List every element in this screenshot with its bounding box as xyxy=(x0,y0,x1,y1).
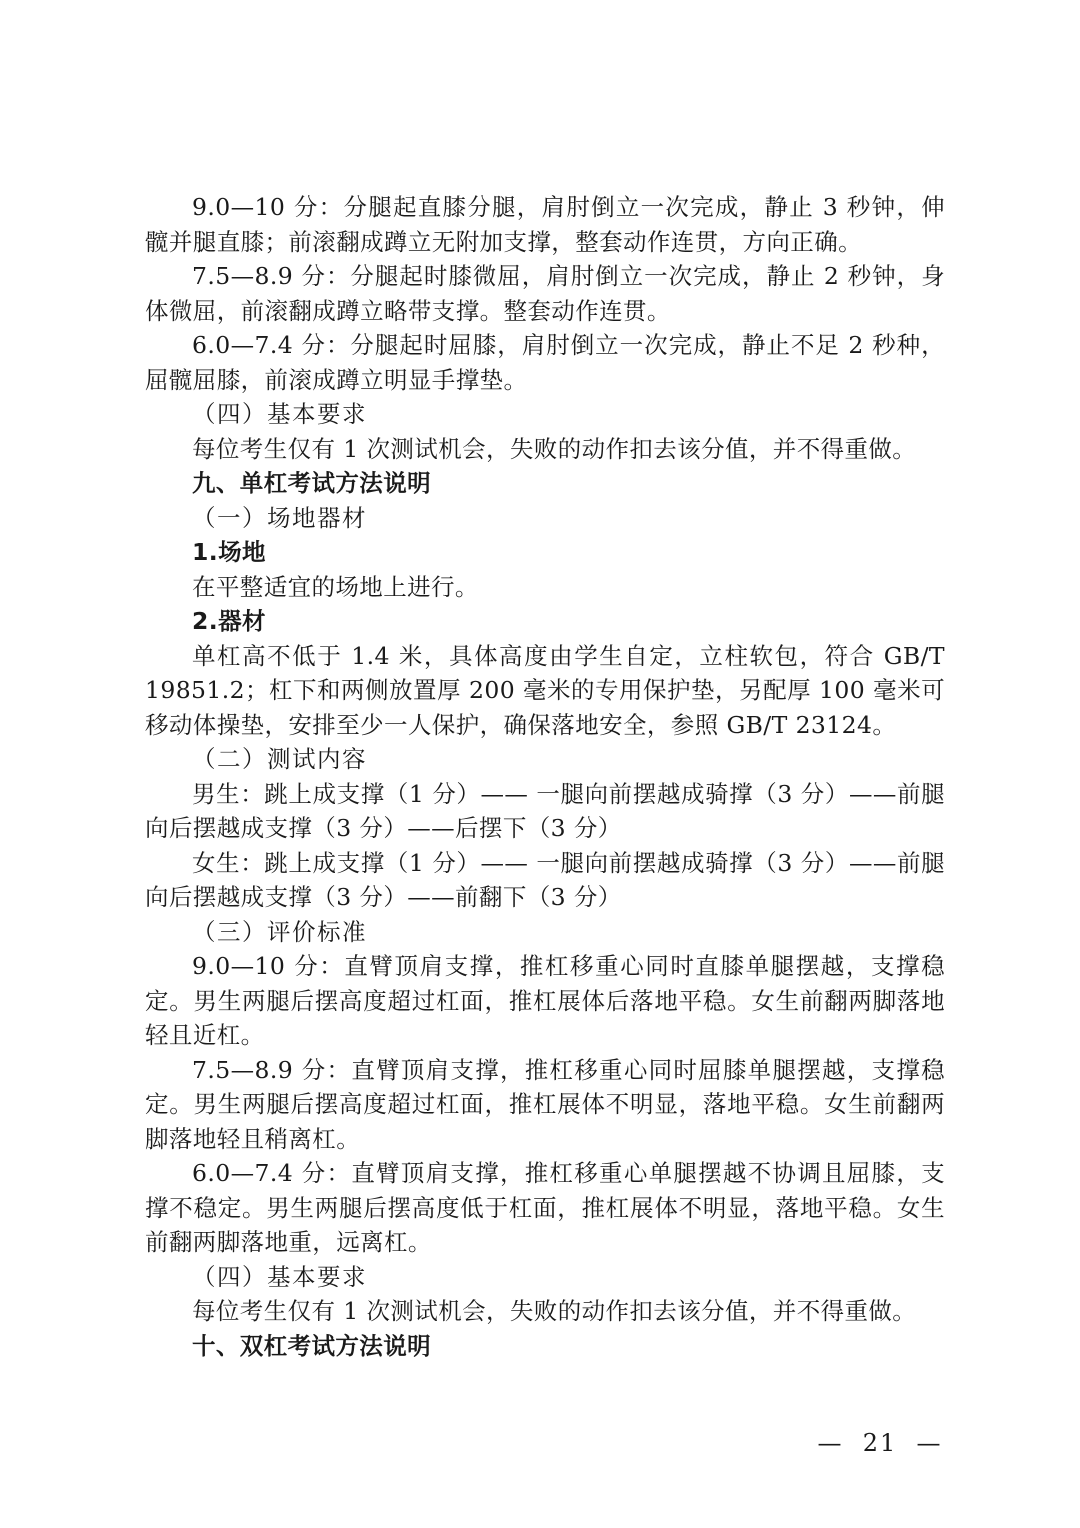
basic-requirements-text-2: 每位考生仅有 1 次测试机会，失败的动作扣去该分值，并不得重做。 xyxy=(192,1297,917,1325)
venue-text: 在平整适宜的场地上进行。 xyxy=(192,572,479,601)
basic-requirements-text: 每位考生仅有 1 次测试机会，失败的动作扣去该分值，并不得重做。 xyxy=(192,434,917,463)
document-body xyxy=(145,190,945,1363)
subheading-basic-requirements-2: （四）基本要求 xyxy=(192,1262,367,1291)
bar-criteria-9-10: 9.0—10 分：直臂顶肩支撑，推杠移重心同时直膝单腿摆越，支撑稳定。男生两腿后摆高度超过杠面，推杠展体后落地平稳。女生前翻两脚落地轻且近杠。 xyxy=(145,952,945,1049)
item-heading-venue: 1.场地 xyxy=(192,538,266,566)
item-heading-equipment: 2.器材 xyxy=(192,607,266,635)
bar-criteria-7-5-8-9: 7.5—8.9 分：直臂顶肩支撑，推杠移重心同时屈膝单腿摆越，支撑稳定。男生两腿后摆高度超过杠面，推杠展体不明显，落地平稳。女生前翻两脚落地轻且稍离杠。 xyxy=(145,1055,945,1153)
test-content-female: 女生：跳上成支撑（1 分）—— 一腿向前摆越成骑撑（3 分）——前腿向后摆越成支撑（3 分）——前翻下（3 分） xyxy=(145,848,945,911)
test-content-male: 男生：跳上成支撑（1 分）—— 一腿向前摆越成骑撑（3 分）——前腿向后摆越成支撑（3 分）——后摆下（3 分） xyxy=(145,779,945,842)
equipment-text: 单杠高不低于 1.4 米，具体高度由学生自定，立柱软包，符合 GB/T 19851.2；杠下和两侧放置厚 200 毫米的专用保护垫，另配厚 100 毫米可移动体操垫，安排至少一人保护，确保落地安全，参照 GB/T 23124。 xyxy=(145,641,945,739)
subheading-evaluation-standard: （三）评价标准 xyxy=(192,917,367,946)
section-heading-parallel-bars: 十、双杠考试方法说明 xyxy=(192,1331,431,1360)
score-criteria-9-10: 9.0—10 分：分腿起直膝分腿，肩肘倒立一次完成，静止 3 秒钟，伸髋并腿直膝；前滚翻成蹲立无附加支撑，整套动作连贯，方向正确。 xyxy=(145,193,945,256)
subheading-test-content: （二）测试内容 xyxy=(192,745,367,773)
score-criteria-6-0-7-4: 6.0—7.4 分：分腿起时屈膝，肩肘倒立一次完成，静止不足 2 秒种，屈髋屈膝，前滚成蹲立明显手撑垫。 xyxy=(145,331,945,394)
subheading-basic-requirements: （四）基本要求 xyxy=(192,400,367,428)
page-number: — 21 — xyxy=(817,1429,943,1457)
subheading-venue-equipment: （一）场地器材 xyxy=(192,503,367,532)
bar-criteria-6-0-7-4: 6.0—7.4 分：直臂顶肩支撑，推杠移重心单腿摆越不协调且屈膝，支撑不稳定。男生两腿后摆高度低于杠面，推杠展体不明显，落地平稳。女生前翻两脚落地重，远离杠。 xyxy=(145,1159,945,1256)
score-criteria-7-5-8-9: 7.5—8.9 分：分腿起时膝微屈，肩肘倒立一次完成，静止 2 秒钟，身体微屈，前滚翻成蹲立略带支撑。整套动作连贯。 xyxy=(145,262,945,325)
section-heading-horizontal-bar: 九、单杠考试方法说明 xyxy=(192,469,431,497)
